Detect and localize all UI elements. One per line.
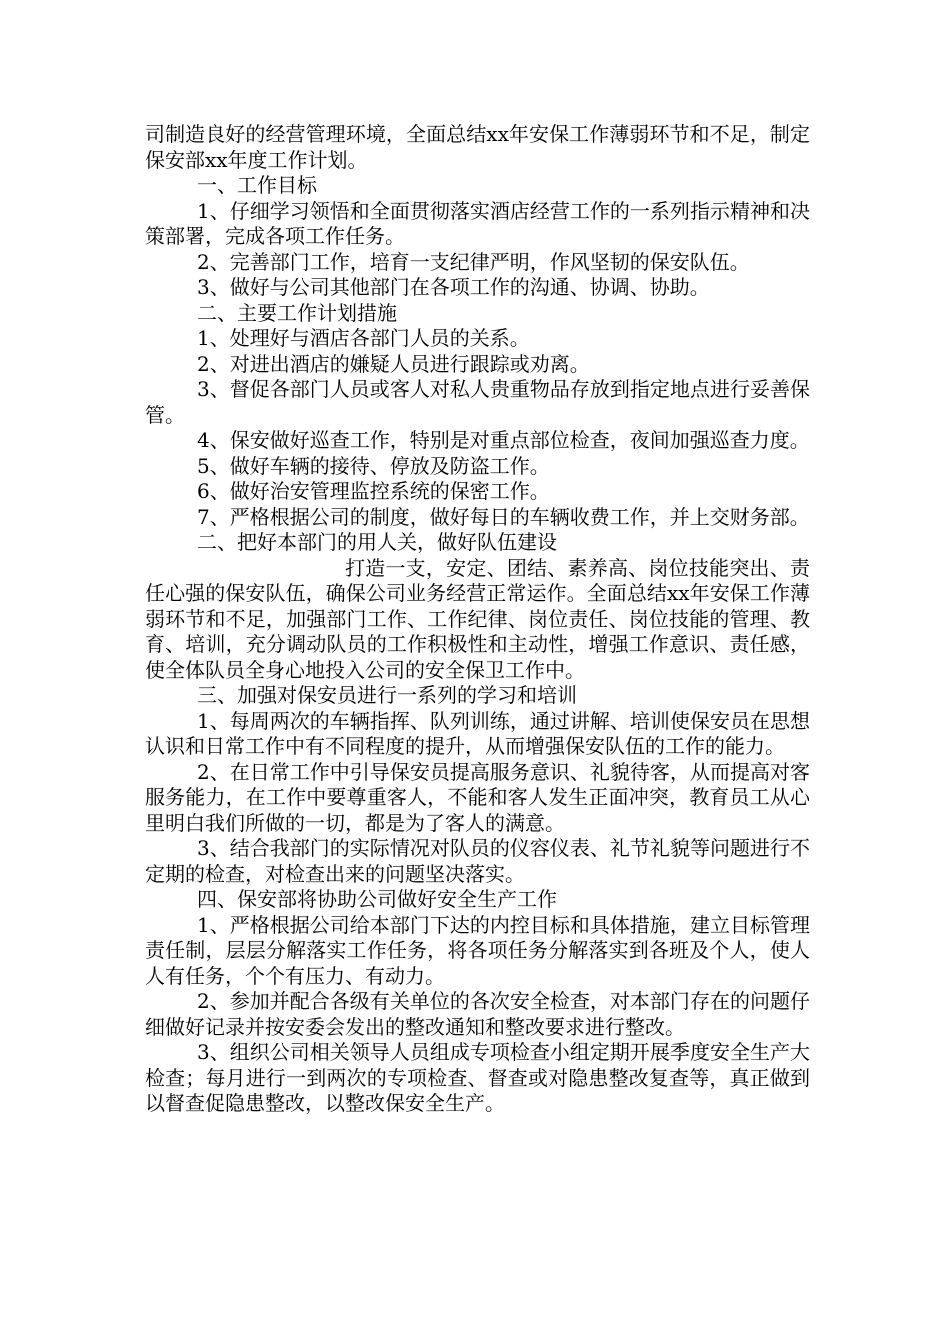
safety-item-2: 2、参加并配合各级有关单位的各次安全检查，对本部门存在的问题仔细做好记录并按安委会发出的整改通知和整改要求进行整改。 [145,989,810,1039]
goal-item-3: 3、做好与公司其他部门在各项工作的沟通、协调、协助。 [197,275,710,299]
goal-item-1: 1、仔细学习领悟和全面贯彻落实酒店经营工作的一系列指示精神和决策部署，完成各项工作任务。 [145,198,810,248]
heading-work-goals: 一、工作目标 [197,173,317,197]
measure-item-6: 6、做好治安管理监控系统的保密工作。 [197,479,550,503]
measure-item-1: 1、处理好与酒店各部门人员的关系。 [197,326,530,350]
goal-item-2: 2、完善部门工作，培育一支纪律严明，作风坚韧的保安队伍。 [197,249,750,274]
measure-item-2: 2、对进出酒店的嫌疑人员进行跟踪或劝离。 [197,351,590,376]
heading-team-building: 二、把好本部门的用人关，做好队伍建设 [197,530,557,554]
safety-item-1: 1、严格根据公司给本部门下达的内控目标和具体措施，建立目标管理责任制，层层分解落实工作任务，将各项任务分解落实到各班及个人，使人人有任务，个个有压力、有动力。 [145,912,810,988]
heading-safety-production: 四、保安部将协助公司做好安全生产工作 [197,887,557,911]
safety-item-3: 3、组织公司相关领导人员组成专项检查小组定期开展季度安全生产大检查；每月进行一到两次的专项检查、督查或对隐患整改复查等，真正做到以督查促隐患整改，以整改保安全生产。 [145,1040,810,1115]
measure-item-7: 7、严格根据公司的制度，做好每日的车辆收费工作，并上交财务部。 [197,504,810,529]
training-item-3: 3、结合我部门的实际情况对队员的仪容仪表、礼节礼貌等问题进行不定期的检查，对检查出来的问题坚决落实。 [145,836,810,886]
measure-item-3: 3、督促各部门人员或客人对私人贵重物品存放到指定地点进行妥善保管。 [145,377,810,427]
training-item-2: 2、在日常工作中引导保安员提高服务意识、礼貌待客，从而提高对客服务能力，在工作中要尊重客人，不能和客人发生正面冲突，教育员工从心里明白我们所做的一切，都是为了客人的满意。 [145,759,810,835]
paragraph-team-building: 打造一支，安定、团结、素养高、岗位技能突出、责任心强的保安队伍，确保公司业务经营正常运作。全面总结xx年安保工作薄弱环节和不足，加强部门工作、工作纪律、岗位责任、岗位技能的管理、教育、培训，充分调动队员的工作积极性和主动性，增强工作意识、责任感，使全体队员全身心地投入公司的安全保卫工作中。 [145,555,810,682]
paragraph-intro: 司制造良好的经营管理环境，全面总结xx年安保工作薄弱环节和不足，制定保安部xx年度工作计划。 [145,122,810,172]
document-body [145,122,810,1117]
measure-item-5: 5、做好车辆的接待、停放及防盗工作。 [197,453,550,478]
heading-training: 三、加强对保安员进行一系列的学习和培训 [197,683,577,707]
measure-item-4: 4、保安做好巡查工作，特别是对重点部位检查，夜间加强巡查力度。 [197,428,810,452]
training-item-1: 1、每周两次的车辆指挥、队列训练，通过讲解、培训使保安员在思想认识和日常工作中有不同程度的提升，从而增强保安队伍的工作的能力。 [145,708,810,758]
heading-main-measures: 二、主要工作计划措施 [197,300,397,325]
